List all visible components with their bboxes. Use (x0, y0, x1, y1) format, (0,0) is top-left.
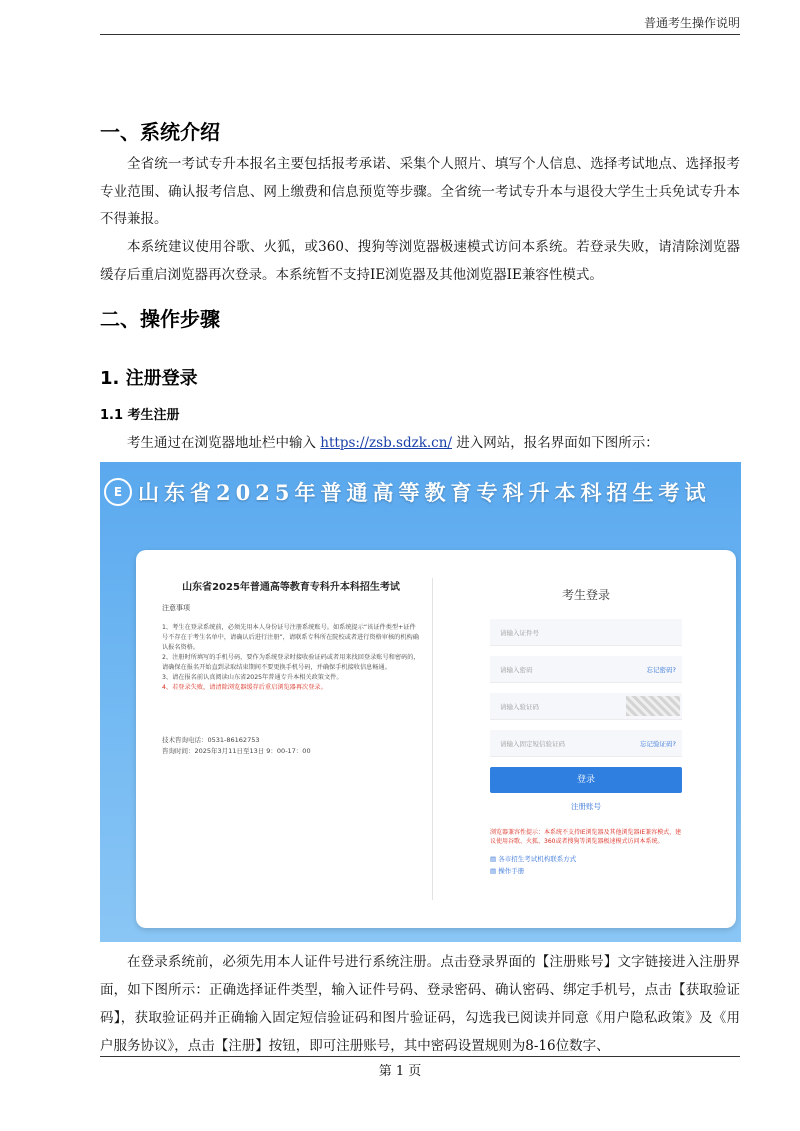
intro-paragraph-2: 本系统建议使用谷歌、火狐，或360、搜狗等浏览器极速模式访问本系统。若登录失败，请清除浏览器缓存后重启浏览器再次登录。本系统暂不支持IE浏览器及其他浏览器IE兼容性模式。 (100, 239, 740, 283)
section-title-intro: 一、系统介绍 (100, 120, 220, 144)
notice-item: 2、注册时所填写的手机号码，要作为系统登录时接收验证码或者用来找回登录账号和密码的，请确保在报名开始直到录取结束期间不要更换手机号码，并确保手机接收信息畅通。 (162, 654, 420, 671)
section-title-steps: 二、操作步骤 (100, 307, 220, 331)
intro-paragraph-1: 全省统一考试专升本报名主要包括报考承诺、采集个人照片、填写个人信息、选择考试地点、选择报考专业范围、确认报考信息、网上缴费和信息预览等步骤。全省统一考试专升本与退役大学生士兵免试专升本不得兼报。 (100, 156, 740, 227)
screenshot-banner (100, 462, 741, 522)
document-icon: ▤ (490, 867, 499, 875)
document-icon: ▤ (490, 855, 499, 863)
login-title: 考生登录 (561, 588, 610, 602)
running-header: 普通考生操作说明 (643, 16, 740, 30)
page-number: 第 1 页 (378, 1064, 422, 1079)
banner-title: 山东省2025年普通高等教育专科升本科招生考试 (138, 480, 711, 505)
url-instruction: 考生通过在浏览器地址栏中输入 https://zsb.sdzk.cn/ 进入网站，报名界面如下图所示： (127, 435, 659, 451)
panel-divider (432, 578, 433, 900)
register-instruction-paragraph: 在登录系统前，必须先用本人证件号进行系统注册。点击登录界面的【注册账号】文字链接进入注册界面，如下图所示：正确选择证件类型，输入证件号码、登录密码、确认密码、绑定手机号，点击【获取验证码】，获取验证码并正确输入固定短信验证码和图片验证码，勾选我已阅读并同意《用户隐私政策》及《用户服务协议》，点击【注册】按钮，即可注册账号，其中密码设置规则为8-16位数字、 (100, 954, 740, 1054)
subsection-title-register-login: 1. 注册登录 (100, 368, 198, 389)
subsection-title-register: 1.1 考生注册 (100, 408, 180, 423)
forgot-password-link[interactable]: 忘记密码? (646, 665, 676, 674)
register-account-link[interactable]: 注册账号 (571, 802, 601, 811)
login-form (490, 586, 682, 875)
sms-code-input[interactable]: 请输入固定短信验证码 忘记验证码? (490, 730, 682, 757)
id-number-input[interactable]: 请输入证件号 (490, 619, 682, 646)
forgot-code-link[interactable]: 忘记验证码? (640, 739, 676, 748)
notice-item: 1、考生在登录系统前，必须先用本人身份证号注册系统账号。如系统提示“该证件类型+证件号不存在于考生名单中，请确认后进行注册”，请联系专科所在院校或者进行资格审核的机构确认报名资格。 (162, 624, 419, 651)
contact-phone: 技术咨询电话：0531-86162753 (162, 736, 260, 744)
captcha-image[interactable] (626, 696, 680, 716)
login-screenshot (100, 462, 741, 942)
login-card (136, 550, 736, 928)
footer-rule (100, 1056, 740, 1057)
login-button[interactable]: 登录 (490, 767, 682, 793)
captcha-input[interactable]: 请输入验证码 (490, 693, 682, 720)
exam-title: 山东省2025年普通高等教育专科升本科招生考试 (182, 582, 400, 593)
notice-heading: 注意事项 (162, 604, 190, 612)
notice-item-warning: 4、若登录失败，请清除浏览器缓存后重启浏览器再次登录。 (162, 684, 327, 691)
city-contacts-link[interactable]: ▤ 各市招生考试机构联系方式 (490, 855, 577, 863)
browser-compat-tip: 浏览器兼容性提示：本系统不支持IE浏览器及其他浏览器IE兼容模式，建议使用谷歌、火狐、360或者搜狗等浏览器极速模式访问本系统。 (490, 829, 682, 845)
header-rule (100, 34, 740, 35)
manual-link[interactable]: ▤ 操作手册 (490, 867, 525, 875)
notice-panel (162, 578, 420, 757)
notice-item: 3、请在报名前认真阅读山东省2025年普通专升本相关政策文件。 (162, 674, 343, 681)
site-url-link[interactable]: https://zsb.sdzk.cn/ (320, 435, 452, 451)
exam-logo-icon: E (104, 478, 132, 506)
contact-time: 咨询时间：2025年3月11日至13日 9：00-17：00 (162, 747, 311, 755)
password-input[interactable]: 请输入密码 忘记密码? (490, 656, 682, 683)
